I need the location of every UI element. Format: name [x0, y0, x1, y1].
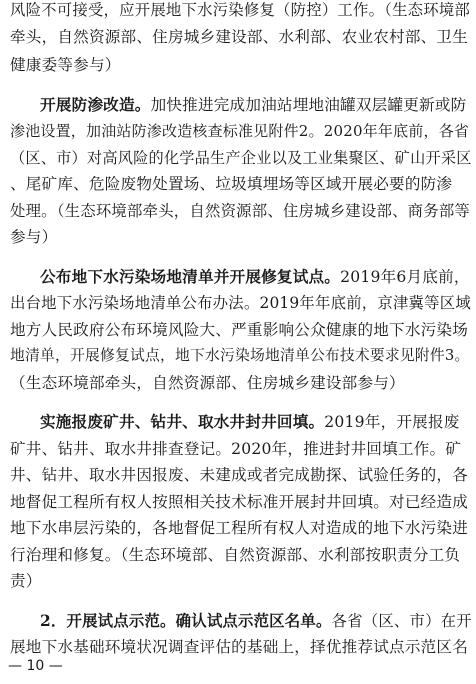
- line-text: （区、市）对高风险的化学品生产企业以及工业集聚区、矿山开采区: [10, 149, 472, 167]
- line-text: （生态环境部牵头，自然资源部、住房城乡建设部参与）: [10, 374, 405, 392]
- text-line: [10, 293, 471, 313]
- heading-lead: 2．开展试点示范。确认试点示范区名单。: [40, 612, 332, 630]
- text-line: [10, 637, 468, 657]
- line-text: 责）: [10, 572, 42, 590]
- text-line: [10, 465, 468, 485]
- line-text: 展地下水基础环境状况调查评估的基础上，择优推荐试点示范区名: [10, 638, 469, 656]
- line-text: 渗池设置，加油站防渗改造核查标准见附件2。2020年年底前，各省: [10, 122, 470, 140]
- line-text: 地督促工程所有权人按照相关技术标准开展封井回填。对已经造成: [10, 493, 469, 511]
- line-text: 行治理和修复。（生态环境部、自然资源部、水利部按职责分工负: [10, 546, 461, 564]
- text-line: [40, 267, 470, 287]
- text-line: [10, 492, 468, 512]
- text-line: [10, 545, 460, 565]
- line-text: 参与）: [10, 228, 58, 246]
- heading-lead: 开展防渗改造。: [40, 95, 151, 114]
- heading-lead: 公布地下水污染场地清单并开展修复试点。: [40, 267, 341, 286]
- text-line: [10, 27, 468, 47]
- text-line: [10, 0, 470, 20]
- text-line: [10, 346, 470, 366]
- text-line: [10, 121, 469, 141]
- text-line: [10, 373, 405, 393]
- line-text: 出台地下水污染场地清单公布办法。2019年年底前，京津冀等区域: [10, 294, 471, 312]
- line-text: 各省（区、市）在开: [331, 612, 472, 630]
- line-text: 、尾矿库、危险废物处置场、垃圾填埋场等区域开展必要的防渗: [10, 175, 453, 193]
- line-text: 处理。（生态环境部牵头，自然资源部、住房城乡建设部、商务部等: [10, 202, 471, 220]
- line-text: 2019年6月底前，: [340, 268, 470, 286]
- text-line: [10, 571, 42, 591]
- line-text: 2019年，开展报废: [324, 413, 460, 431]
- line-text: 健康委等参与）: [10, 56, 121, 74]
- line-text: 地下水串层污染的，各地督促工程所有权人对造成的地下水污染进: [10, 519, 469, 537]
- line-text: 地清单，开展修复试点，地下水污染场地清单公布技术要求见附件3。: [10, 347, 470, 364]
- text-line: [10, 55, 121, 75]
- line-text: 地方人民政府公布环境风险大、严重影响公众健康的地下水污染场: [10, 321, 469, 339]
- page-number: — 10 —: [8, 658, 63, 674]
- text-line: [40, 95, 466, 115]
- text-line: [40, 611, 472, 631]
- text-line: [10, 227, 57, 247]
- text-line: [10, 148, 472, 168]
- line-text: 风险不可接受，应开展地下水污染修复（防控）工作。（生态环境部: [10, 1, 471, 19]
- text-line: [10, 518, 468, 538]
- line-text: 牵头，自然资源部、住房城乡建设部、水利部、农业农村部、卫生: [10, 28, 469, 46]
- line-text: 井、钻井、取水井因报废、未建成或者完成勘探、试验任务的，各: [10, 466, 469, 484]
- line-text: 加快推进完成加油站埋地油罐双层罐更新或防: [150, 96, 467, 114]
- text-line: [10, 320, 468, 340]
- line-text: 矿井、钻井、取水井排查登记。2020年，推进封井回填工作。矿: [10, 440, 462, 458]
- text-line: [10, 201, 470, 221]
- heading-lead: 实施报废矿井、钻井、取水井封井回填。: [40, 412, 325, 431]
- text-line: [10, 439, 461, 459]
- text-line: [10, 174, 452, 194]
- text-line: [40, 412, 460, 432]
